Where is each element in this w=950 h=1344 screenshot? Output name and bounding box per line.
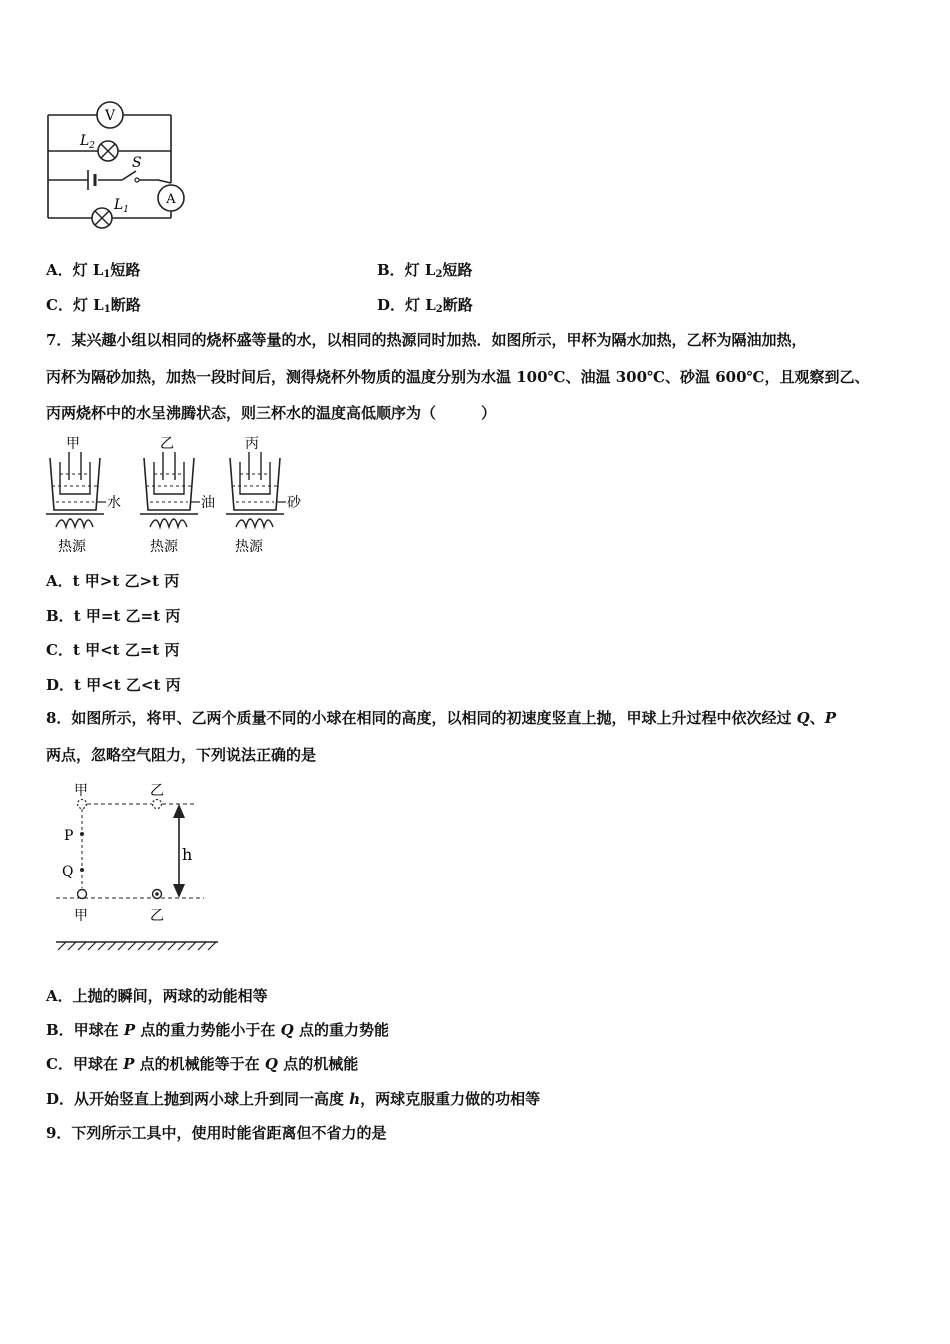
q6-option-c[interactable]: C．灯 $L_1$断路 [46,296,141,315]
svg-text:V: V [104,108,116,124]
svg-text:S: S [132,155,142,171]
voltmeter-icon [97,102,123,128]
lamp-l2-icon [98,141,118,161]
beaker-jia [46,436,121,555]
projectile-figure [54,778,224,953]
q8-option-a[interactable]: A．上抛的瞬间，两球的动能相等 [46,987,268,1005]
q7-option-c[interactable]: C．t 甲<t 乙=t 丙 [46,641,180,659]
q7-option-b[interactable]: B．t 甲=t 乙=t 丙 [46,607,181,625]
svg-text:乙: 乙 [150,783,164,799]
q8-stem-line1: 8．如图所示，将甲、乙两个质量不同的小球在相同的高度，以相同的初速度竖直上抛，甲球上升过程中依次经过 Q、P [46,709,837,727]
svg-text:热源: 热源 [235,539,263,555]
svg-text:L2: $L_2$ [80,133,96,151]
svg-text:油: 油 [201,495,215,511]
circuit-diagram [40,95,200,225]
q8-option-c[interactable]: C．甲球在 P 点的机械能等于在 Q 点的机械能 [46,1055,359,1073]
q6-option-b[interactable]: B．灯 $L_2$短路 [377,261,473,280]
q7-option-d[interactable]: D．t 甲<t 乙<t 丙 [46,676,181,694]
svg-text:热源: 热源 [58,539,86,555]
beakers-figure [44,432,314,562]
q9-stem-line1: 9．下列所示工具中，使用时能省距离但不省力的是 [46,1124,387,1142]
q8-option-d[interactable]: D．从开始竖直上抛到两小球上升到同一高度 h，两球克服重力做的功相等 [46,1090,541,1108]
svg-text:砂: 砂 [287,495,301,511]
svg-text:水: 水 [107,495,121,511]
q8-stem-line2: 两点，忽略空气阻力，下列说法正确的是 [46,746,317,764]
q7-stem-line2: 丙杯为隔砂加热，加热一段时间后，测得烧杯外物质的温度分别为水温 100℃、油温 300℃、砂温 600℃，且观察到乙、 [46,368,870,386]
q7-option-a[interactable]: A．t 甲>t 乙>t 丙 [46,572,180,590]
q8-option-b[interactable]: B．甲球在 P 点的重力势能小于在 Q 点的重力势能 [46,1021,389,1039]
svg-text:h: h [182,845,193,864]
svg-text:L1: $L_1$ [114,197,130,215]
svg-text:乙: 乙 [160,436,174,452]
svg-text:Q: Q [62,864,74,880]
svg-text:A: A [166,192,176,207]
beaker-yi [140,436,215,555]
q7-stem-line1: 7．某兴趣小组以相同的烧杯盛等量的水，以相同的热源同时加热．如图所示，甲杯为隔水加热，乙杯为隔油加热， [46,331,807,349]
svg-text:P: P [64,828,74,844]
svg-text:热源: 热源 [150,539,178,555]
svg-text:丙: 丙 [245,436,259,452]
svg-text:甲: 甲 [74,783,88,799]
svg-text:甲: 甲 [66,436,80,452]
svg-text:甲: 甲 [74,908,88,924]
svg-text:乙: 乙 [150,908,164,924]
ammeter-icon [158,185,184,211]
lamp-l1-icon [92,208,112,228]
q6-option-d[interactable]: D．灯 $L_2$断路 [377,296,473,315]
beaker-bing [226,436,302,555]
q7-stem-line3: 丙两烧杯中的水呈沸腾状态，则三杯水的温度高低顺序为（ ） [46,404,497,422]
q6-option-a[interactable]: A．灯 $L_1$短路 [46,261,141,280]
